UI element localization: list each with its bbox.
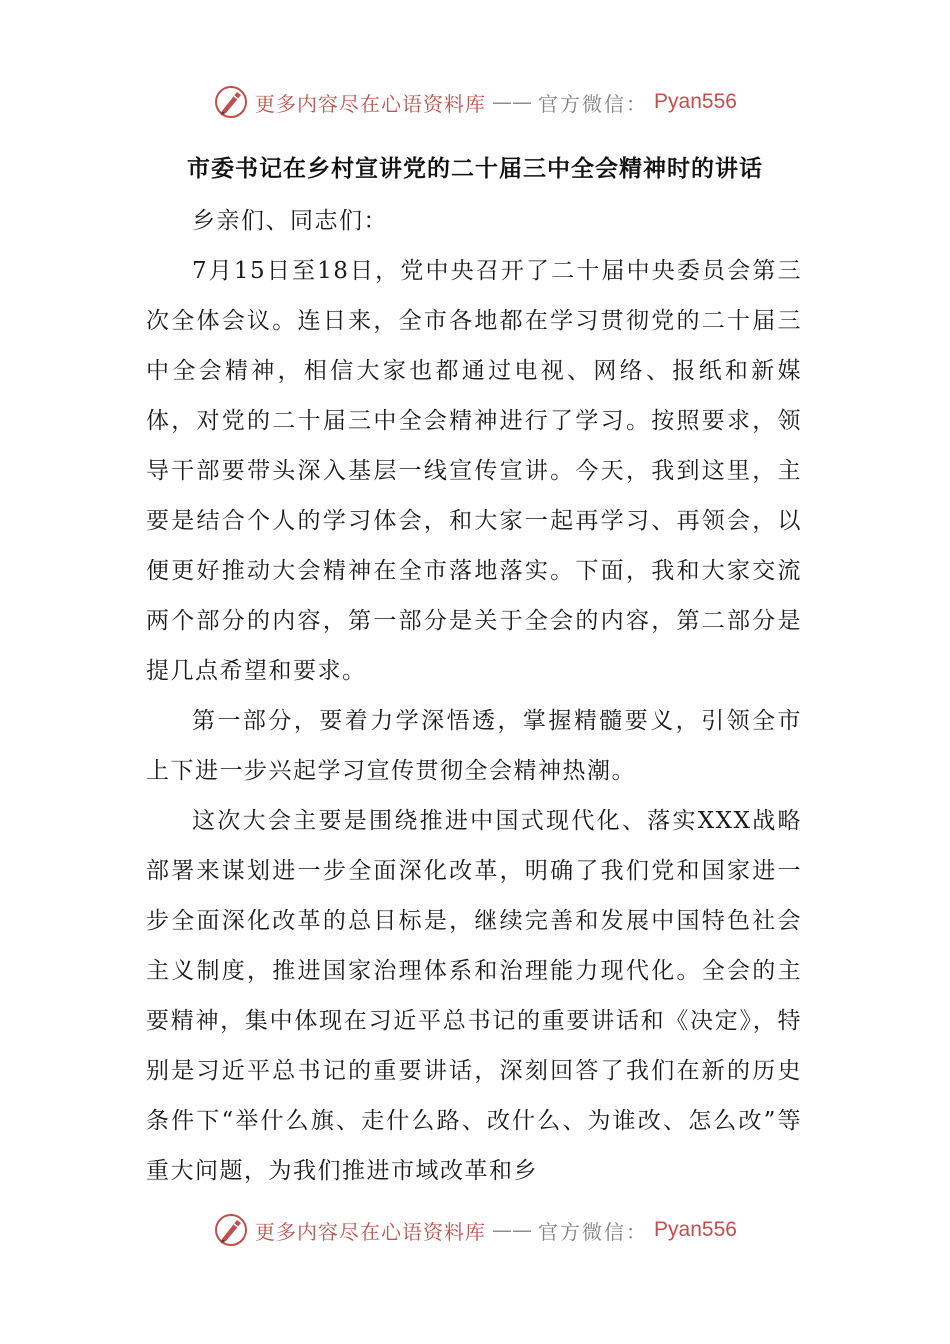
banner-official-label: 官方微信： [538,1219,649,1244]
footer-banner [0,1208,950,1252]
banner-wechat-id: Pyan556 [654,1218,737,1241]
banner-dash: —— [492,1218,533,1242]
banner-dash: —— [492,90,533,114]
banner-brand-text: 更多内容尽在心语资料库 [255,1219,487,1244]
document-body [146,196,802,1196]
salutation-paragraph: 乡亲们、同志们： [192,208,388,234]
body-paragraph: 这次大会主要是围绕推进中国式现代化、落实XXX战略部署来谋划进一步全面深化改革，明确了我们党和国家进一步全面深化改革的总目标是，继续完善和发展中国特色社会主义制度，推进国家治理体系和治理能力现代化。全会的主要精神，集中体现在习近平总书记的重要讲话和《决定》，特别是习近平总书记的重要讲话，深刻回答了我们在新的历史条件下“举什么旗、走什么路、改什么、为谁改、怎么改”等重大问题，为我们推进市域改革和乡 [146,808,802,1184]
banner-brand-text: 更多内容尽在心语资料库 [255,91,487,116]
banner-wechat-id: Pyan556 [654,90,737,113]
banner-official-label: 官方微信： [538,91,649,116]
document-title: 市委书记在乡村宣讲党的二十届三中全会精神时的讲话 [187,156,763,182]
header-banner [0,80,950,124]
quill-pen-icon [213,1212,249,1248]
body-paragraph: 7月15日至18日，党中央召开了二十届中央委员会第三次全体会议。连日来，全市各地都在学习贯彻党的二十届三中全会精神，相信大家也都通过电视、网络、报纸和新媒体，对党的二十届三中全会精神进行了学习。按照要求，领导干部要带头深入基层一线宣传宣讲。今天，我到这里，主要是结合个人的学习体会，和大家一起再学习、再领会，以便更好推动大会精神在全市落地落实。下面，我和大家交流两个部分的内容，第一部分是关于全会的内容，第二部分是提几点希望和要求。 [146,258,802,684]
section-heading-paragraph: 第一部分，要着力学深悟透，掌握精髓要义，引领全市上下进一步兴起学习宣传贯彻全会精神热潮。 [146,708,802,784]
quill-pen-icon [213,84,249,120]
